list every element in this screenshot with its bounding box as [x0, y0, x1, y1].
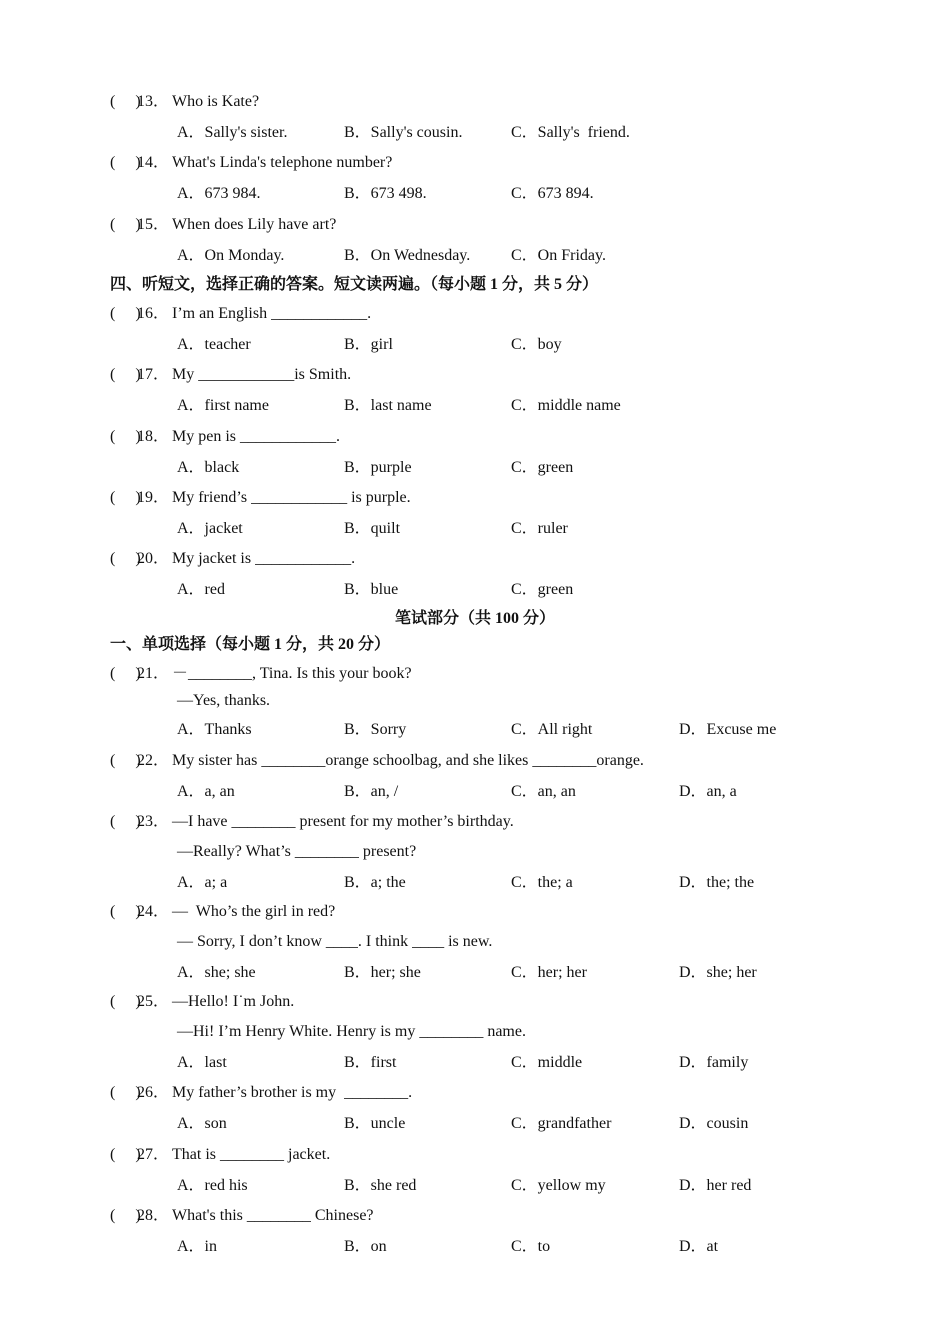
answer-option[interactable]: A．a; a — [177, 874, 228, 891]
question-number: 28． — [137, 1207, 170, 1224]
answer-option[interactable]: B．an, / — [344, 783, 399, 800]
question-text: Who is Kate? — [172, 93, 260, 110]
question-text: —I have ________ present for my mother’s birthday. — [172, 813, 514, 830]
answer-option[interactable]: B．673 498. — [344, 185, 427, 202]
answer-paren: ( ) — [110, 813, 141, 830]
question-number: 15． — [137, 216, 170, 233]
question-text: My sister has ________orange schoolbag, and she likes ________orange. — [172, 752, 644, 769]
answer-paren: ( ) — [110, 665, 141, 682]
dialogue-line: —Hi! I’m Henry White. Henry is my ________ name. — [177, 1023, 526, 1040]
question-number: 27． — [137, 1146, 170, 1163]
answer-paren: ( ) — [110, 93, 141, 110]
answer-option[interactable]: B．purple — [344, 459, 412, 476]
answer-paren: ( ) — [110, 1146, 141, 1163]
dialogue-line: — Sorry, I don’t know ____. I think ____ is new. — [177, 933, 493, 950]
answer-option[interactable]: D．the; the — [679, 874, 755, 891]
question-text: — Who’s the girl in red? — [172, 903, 336, 920]
answer-option[interactable]: A．black — [177, 459, 240, 476]
answer-paren: ( ) — [110, 428, 141, 445]
answer-option[interactable]: D．an, a — [679, 783, 737, 800]
answer-option[interactable]: C．to — [511, 1238, 551, 1255]
answer-option[interactable]: C．green — [511, 459, 574, 476]
answer-paren: ( ) — [110, 1207, 141, 1224]
question-number: 22． — [137, 752, 170, 769]
section-heading: 一、单项选择（每小题 1 分，共 20 分） — [110, 636, 391, 653]
question-text: My ____________is Smith. — [172, 366, 352, 383]
answer-option[interactable]: C．an, an — [511, 783, 576, 800]
answer-option[interactable]: C．green — [511, 581, 574, 598]
answer-option[interactable]: C．All right — [511, 721, 593, 738]
answer-option[interactable]: C．673 894. — [511, 185, 594, 202]
answer-option[interactable]: D．at — [679, 1238, 719, 1255]
question-text: My jacket is ____________. — [172, 550, 356, 567]
answer-option[interactable]: B．quilt — [344, 520, 401, 537]
answer-paren: ( ) — [110, 903, 141, 920]
question-text: My father’s brother is my ________. — [172, 1084, 413, 1101]
question-number: 24． — [137, 903, 170, 920]
answer-paren: ( ) — [110, 550, 141, 567]
answer-option[interactable]: C．her; her — [511, 964, 587, 981]
answer-option[interactable]: A．a, an — [177, 783, 235, 800]
question-number: 26． — [137, 1084, 170, 1101]
answer-option[interactable]: A．Sally's sister. — [177, 124, 288, 141]
question-text: What's Linda's telephone number? — [172, 154, 393, 171]
question-text: I’m an English ____________. — [172, 305, 372, 322]
answer-option[interactable]: A．teacher — [177, 336, 251, 353]
answer-option[interactable]: D．she; her — [679, 964, 757, 981]
answer-option[interactable]: C．middle — [511, 1054, 583, 1071]
question-text: —Hello! I˙m John. — [172, 993, 295, 1010]
answer-option[interactable]: B．first — [344, 1054, 397, 1071]
answer-option[interactable]: A．she; she — [177, 964, 256, 981]
section-heading: 四、听短文，选择正确的答案。短文读两遍。（每小题 1 分，共 5 分） — [110, 276, 599, 293]
answer-option[interactable]: A．red — [177, 581, 225, 598]
answer-paren: ( ) — [110, 305, 141, 322]
answer-option[interactable]: B．she red — [344, 1177, 417, 1194]
answer-option[interactable]: A．son — [177, 1115, 227, 1132]
question-number: 19． — [137, 489, 170, 506]
answer-option[interactable]: C．the; a — [511, 874, 573, 891]
question-number: 21． — [137, 665, 170, 682]
question-text: When does Lily have art? — [172, 216, 337, 233]
question-text: －________, Tina. Is this your book? — [172, 665, 412, 682]
answer-option[interactable]: A．red his — [177, 1177, 248, 1194]
dialogue-line: —Really? What’s ________ present? — [177, 843, 417, 860]
answer-option[interactable]: C．ruler — [511, 520, 568, 537]
answer-option[interactable]: D．Excuse me — [679, 721, 777, 738]
answer-option[interactable]: C．boy — [511, 336, 562, 353]
answer-option[interactable]: A．first name — [177, 397, 269, 414]
answer-option[interactable]: B．Sorry — [344, 721, 407, 738]
answer-option[interactable]: B．last name — [344, 397, 432, 414]
answer-option[interactable]: A．Thanks — [177, 721, 252, 738]
dialogue-line: —Yes, thanks. — [177, 692, 271, 709]
question-number: 16． — [137, 305, 170, 322]
question-text: My friend’s ____________ is purple. — [172, 489, 411, 506]
answer-option[interactable]: B．Sally's cousin. — [344, 124, 463, 141]
answer-paren: ( ) — [110, 489, 141, 506]
question-number: 17． — [137, 366, 170, 383]
question-text: My pen is ____________. — [172, 428, 340, 445]
answer-option[interactable]: B．On Wednesday. — [344, 247, 471, 264]
answer-option[interactable]: B．on — [344, 1238, 387, 1255]
answer-option[interactable]: A．673 984. — [177, 185, 261, 202]
answer-option[interactable]: C．middle name — [511, 397, 621, 414]
answer-option[interactable]: A．in — [177, 1238, 218, 1255]
answer-option[interactable]: B．her; she — [344, 964, 421, 981]
answer-option[interactable]: D．family — [679, 1054, 749, 1071]
answer-option[interactable]: C．yellow my — [511, 1177, 606, 1194]
answer-paren: ( ) — [110, 366, 141, 383]
question-number: 18． — [137, 428, 170, 445]
answer-option[interactable]: B．a; the — [344, 874, 406, 891]
section-heading: 笔试部分（共 100 分） — [394, 610, 555, 627]
question-number: 23． — [137, 813, 170, 830]
answer-option[interactable]: A．On Monday. — [177, 247, 285, 264]
answer-option[interactable]: C．On Friday. — [511, 247, 606, 264]
answer-paren: ( ) — [110, 993, 141, 1010]
answer-option[interactable]: D．cousin — [679, 1115, 749, 1132]
answer-option[interactable]: A．jacket — [177, 520, 243, 537]
answer-paren: ( ) — [110, 752, 141, 769]
question-text: That is ________ jacket. — [172, 1146, 331, 1163]
answer-option[interactable]: B．girl — [344, 336, 393, 353]
answer-paren: ( ) — [110, 154, 141, 171]
answer-option[interactable]: A．last — [177, 1054, 227, 1071]
answer-paren: ( ) — [110, 1084, 141, 1101]
answer-option[interactable]: B．blue — [344, 581, 399, 598]
question-number: 13． — [137, 93, 170, 110]
answer-option[interactable]: C．Sally's friend. — [511, 124, 630, 141]
answer-paren: ( ) — [110, 216, 141, 233]
question-number: 20． — [137, 550, 170, 567]
question-number: 25． — [137, 993, 170, 1010]
answer-option[interactable]: C．grandfather — [511, 1115, 612, 1132]
answer-option[interactable]: B．uncle — [344, 1115, 406, 1132]
answer-option[interactable]: D．her red — [679, 1177, 752, 1194]
question-number: 14． — [137, 154, 170, 171]
question-text: What's this ________ Chinese? — [172, 1207, 374, 1224]
